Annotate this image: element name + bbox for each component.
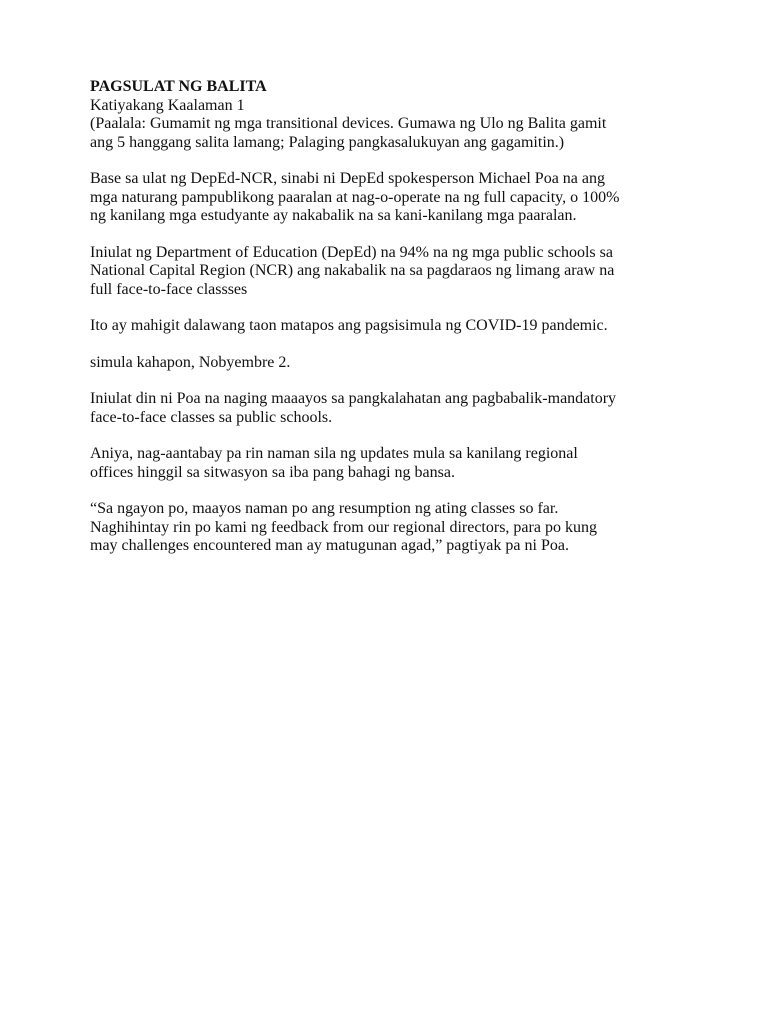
paragraph-spacer (90, 427, 690, 445)
document-page (90, 78, 690, 556)
paragraph-spacer (90, 482, 690, 500)
paragraph-1: Base sa ulat ng DepEd-NCR, sinabi ni DepEd spokesperson Michael Poa na ang mga naturang pampublikong paaralan at nag-o-operate na ng full capacity, o 100% ng kanilang mga estudyante ay nakabalik na sa kani-kanilang mga paaralan. (90, 170, 620, 224)
document-title: PAGSULAT NG BALITA (90, 78, 267, 95)
paragraph-6: Aniya, nag-aantabay pa rin naman sila ng updates mula sa kanilang regional offices hinggil sa sitwasyon sa iba pang bahagi ng bansa. (90, 445, 578, 481)
paragraph-spacer (90, 299, 690, 317)
paragraph-spacer (90, 336, 690, 354)
instruction-note: (Paalala: Gumamit ng mga transitional devices. Gumawa ng Ulo ng Balita gamit ang 5 hanggang salita lamang; Palaging pangkasalukuyan ang gagamitin.) (90, 115, 607, 151)
paragraph-spacer (90, 226, 690, 244)
paragraph-3: Ito ay mahigit dalawang taon matapos ang pagsisimula ng COVID-19 pandemic. (90, 317, 608, 334)
paragraph-4: simula kahapon, Nobyembre 2. (90, 353, 291, 371)
paragraph-2: Iniulat ng Department of Education (DepEd) na 94% na ng mga public schools sa National Capital Region (NCR) ang nakabalik na sa pagdaraos ng limang araw na full face-to-face classses (90, 243, 615, 298)
paragraph-7: “Sa ngayon po, maayos naman po ang resumption ng ating classes so far. Naghihintay rin po kami ng feedback from our regional directors, para po kung may challenges encountered man ay matugunan agad,” pagtiyak pa ni Poa. (90, 500, 597, 554)
paragraph-5: Iniulat din ni Poa na naging maaayos sa pangkalahatan ang pagbabalik-mandatory face-to-face classes sa public schools. (90, 390, 617, 426)
paragraph-spacer (90, 372, 690, 390)
document-subtitle: Katiyakang Kaalaman 1 (90, 96, 245, 114)
paragraph-spacer (90, 152, 690, 170)
